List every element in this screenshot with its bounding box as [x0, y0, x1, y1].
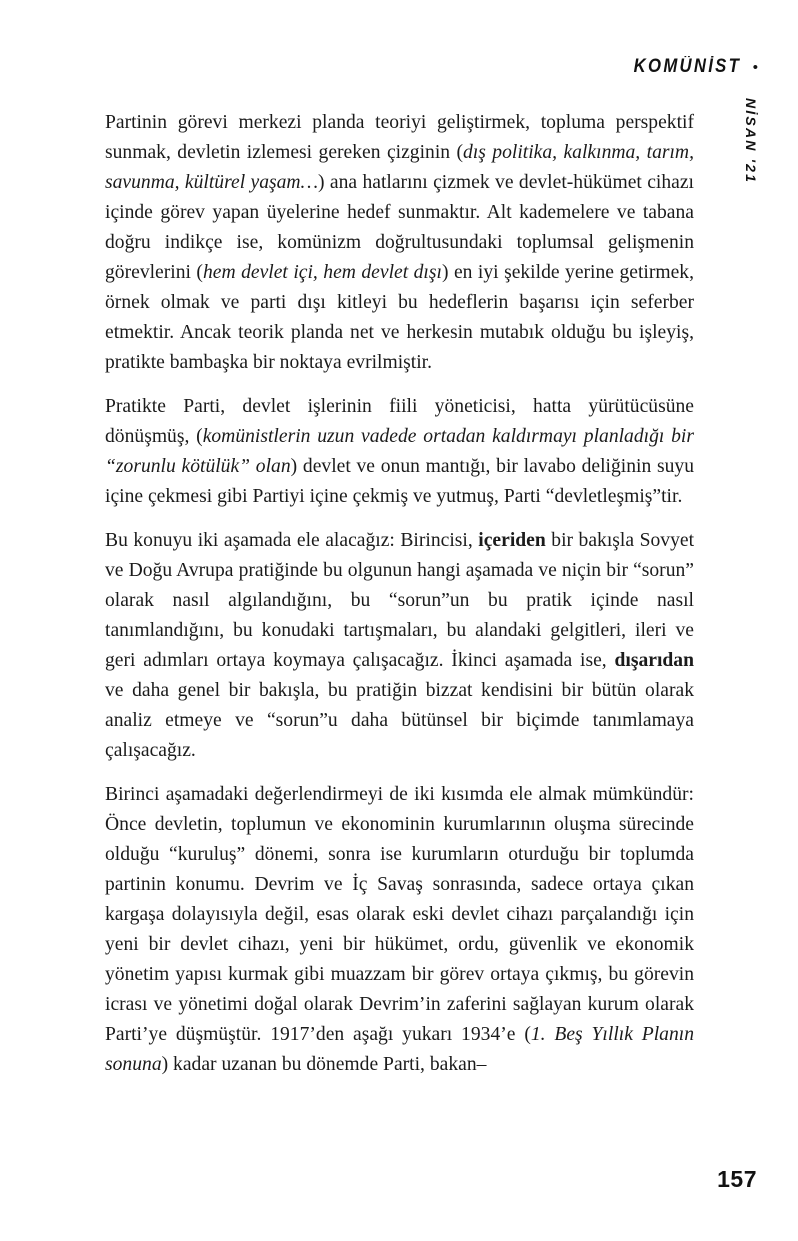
italic-run: hem devlet içi, hem devlet dışı	[202, 262, 442, 283]
text-run: ) ana hatlarını çizmek ve devlet-hükümet cihazı içinde görev yapan üyelerine hedef sunmaktır. Alt kademelere ve tabana doğru indikçe ise, komünizm doğrultusundaki toplumsal gelişmenin görevlerini (	[105, 172, 695, 283]
publication-title: KOMÜNİST	[633, 56, 741, 77]
italic-run: komünistlerin uzun vadede ortadan kaldırmayı planladığı bir “zorunlu kötülük” olan	[105, 426, 694, 477]
bullet-separator-icon: •	[752, 59, 758, 76]
body-text-column	[105, 108, 694, 1080]
body-paragraph	[105, 108, 694, 378]
text-run: Birinci aşamadaki değerlendirmeyi de iki kısımda ele almak mümkündür: Önce devletin, toplumun ve ekonominin kurumlarının oluşma sürecinde olduğu “kuruluş” dönemi, sonra ise kurumların oturduğu bir toplumda partinin konumu. Devrim ve İç Savaş sonrasında, sadece ortaya çıkan kargaşa dolayısıyla değil, esas olarak eski devlet cihazı parçalandığı için yeni bir devlet cihazı, yeni bir hükümet, ordu, güvenlik ve ekonomik yönetim yapısı kurmak gibi muazzam bir görev ortaya çıkmış, bu görevin icrası ve yönetimi doğal olarak Devrim’in zaferini sağlayan kurum olarak Parti’ye düşmüştür. 1917’den aşağı yukarı 1934’e (	[105, 784, 694, 1045]
text-run: Pratikte Parti, devlet işlerinin fiili yöneticisi, hatta yürütücüsüne dönüşmüş, (	[105, 396, 694, 447]
italic-run: dış politika, kalkınma, tarım, savunma, kültürel yaşam…	[105, 142, 694, 193]
bold-run: dışarıdan	[614, 650, 694, 671]
bold-run: içeriden	[478, 530, 546, 551]
italic-run: 1. Beş Yıllık Planın sonuna	[105, 1024, 694, 1075]
text-run: ve daha genel bir bakışla, bu pratiğin bizzat kendisini bir bütün olarak analiz etmeye ve “sorun”u daha bütünsel bir biçimde tanımlamaya çalışacağız.	[105, 680, 694, 761]
text-run: Bu konuyu iki aşamada ele alacağız: Birincisi,	[105, 530, 479, 551]
body-paragraph	[105, 392, 694, 512]
text-run: ) kadar uzanan bu dönemde Parti, bakan–	[161, 1054, 487, 1075]
issue-date-label: NİSAN '21	[743, 98, 759, 185]
body-paragraph	[105, 526, 694, 766]
text-run: ) devlet ve onun mantığı, bir lavabo deliğinin suyu içine çekmesi gibi Partiyi içine çekmiş ve yutmuş, Parti “devletleşmiş”tir.	[105, 456, 695, 507]
text-run: Partinin görevi merkezi planda teoriyi geliştirmek, topluma perspektif sunmak, devletin izlemesi gereken çizginin (	[105, 112, 694, 163]
text-run: ) en iyi şekilde yerine getirmek, örnek olmak ve parti dışı kitleyi bu hedeflerin başarısı için seferber etmektir. Ancak teorik planda net ve herkesin mutabık olduğu bu işleyiş, pratikte bambaşka bir noktaya evrilmiştir.	[105, 262, 694, 373]
text-run: bir bakışla Sovyet ve Doğu Avrupa pratiğinde bu olgunun hangi aşamada ve niçin bir “sorun” olarak nasıl algılandığını, bu “sorun”un bu pratik içinde nasıl tanımlandığını, bu konudaki tartışmaları, bu alandaki gelgitleri, ileri ve geri adımları ortaya koymaya çalışacağız. İkinci aşamada ise,	[105, 530, 695, 671]
body-paragraph	[105, 780, 694, 1080]
issue-date-container	[740, 98, 762, 228]
page-number: 157	[717, 1166, 757, 1192]
running-header	[619, 57, 758, 76]
